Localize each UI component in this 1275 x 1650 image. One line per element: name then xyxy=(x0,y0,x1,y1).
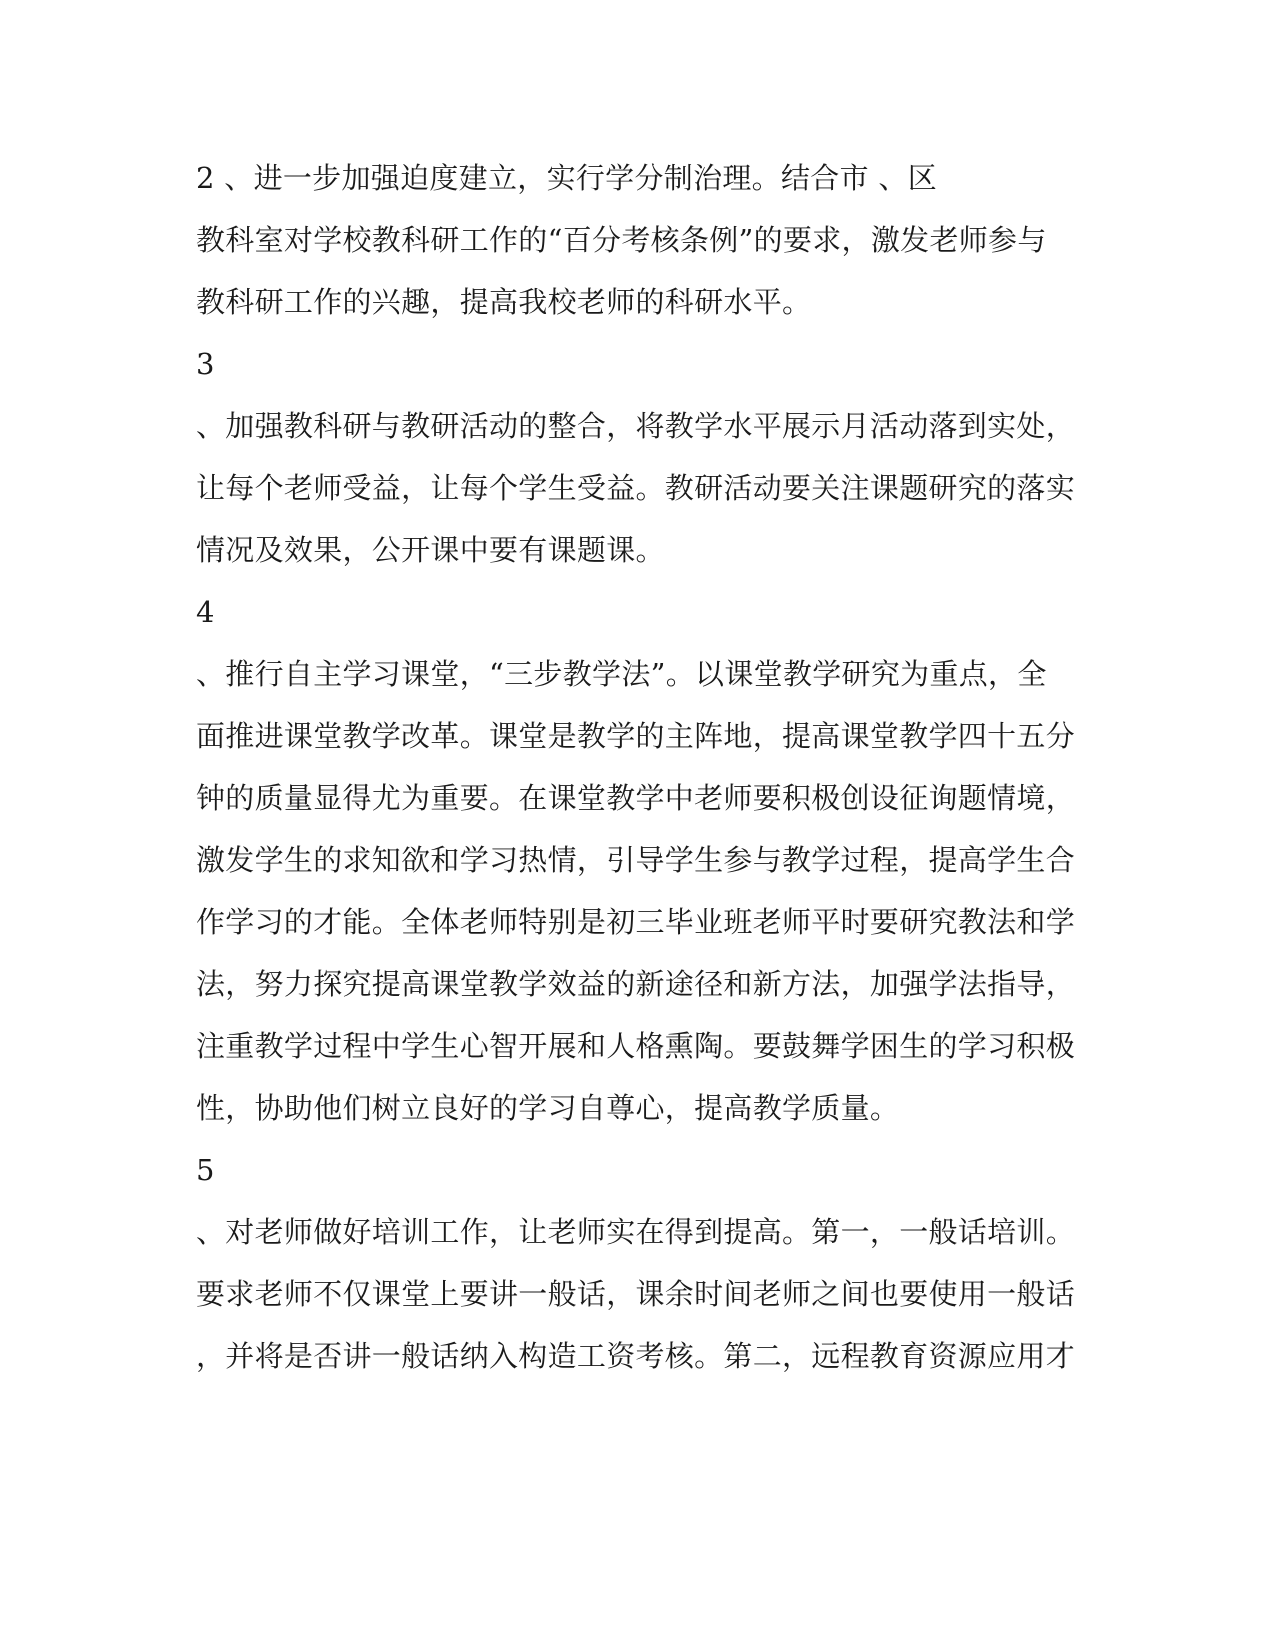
text-line: 教科研工作的兴趣，提高我校老师的科研水平。 xyxy=(196,285,812,319)
item-number: 5 xyxy=(196,1153,215,1187)
text-line: 、加强教科研与教研活动的整合，将教学水平展示月活动落到实处， xyxy=(196,409,1076,443)
item-number: 4 xyxy=(196,595,215,629)
text-line: 、对老师做好培训工作，让老师实在得到提高。第一，一般话培训。 xyxy=(196,1215,1076,1249)
text-line: 面推进课堂教学改革。课堂是教学的主阵地，提高课堂教学四十五分 xyxy=(196,719,1076,753)
item-number: 3 xyxy=(196,347,215,381)
text-line: 钟的质量显得尤为重要。在课堂教学中老师要积极创设征询题情境， xyxy=(196,781,1076,815)
text-line: 作学习的才能。全体老师特别是初三毕业班老师平时要研究教法和学 xyxy=(196,905,1076,939)
text-line: 要求老师不仅课堂上要讲一般话，课余时间老师之间也要使用一般话 xyxy=(196,1277,1076,1311)
text-line: 教科室对学校教科研工作的“百分考核条例”的要求，激发老师参与 xyxy=(196,223,1047,257)
text-line: 2 、进一步加强迫度建立，实行学分制治理。结合市 、区 xyxy=(196,161,937,195)
text-line: 、推行自主学习课堂，“三步教学法”。以课堂教学研究为重点，全 xyxy=(196,657,1047,691)
text-line: 性，协助他们树立良好的学习自尊心，提高教学质量。 xyxy=(196,1091,900,1125)
text-line: 激发学生的求知欲和学习热情，引导学生参与教学过程，提高学生合 xyxy=(196,843,1076,877)
text-line: 注重教学过程中学生心智开展和人格熏陶。要鼓舞学困生的学习积极 xyxy=(196,1029,1076,1063)
text-line: 情况及效果，公开课中要有课题课。 xyxy=(196,533,665,567)
text-line: 让每个老师受益，让每个学生受益。教研活动要关注课题研究的落实 xyxy=(196,471,1076,505)
text-line: ，并将是否讲一般话纳入构造工资考核。第二，远程教育资源应用才 xyxy=(196,1339,1076,1373)
text-line: 法，努力探究提高课堂教学效益的新途径和新方法，加强学法指导， xyxy=(196,967,1076,1001)
